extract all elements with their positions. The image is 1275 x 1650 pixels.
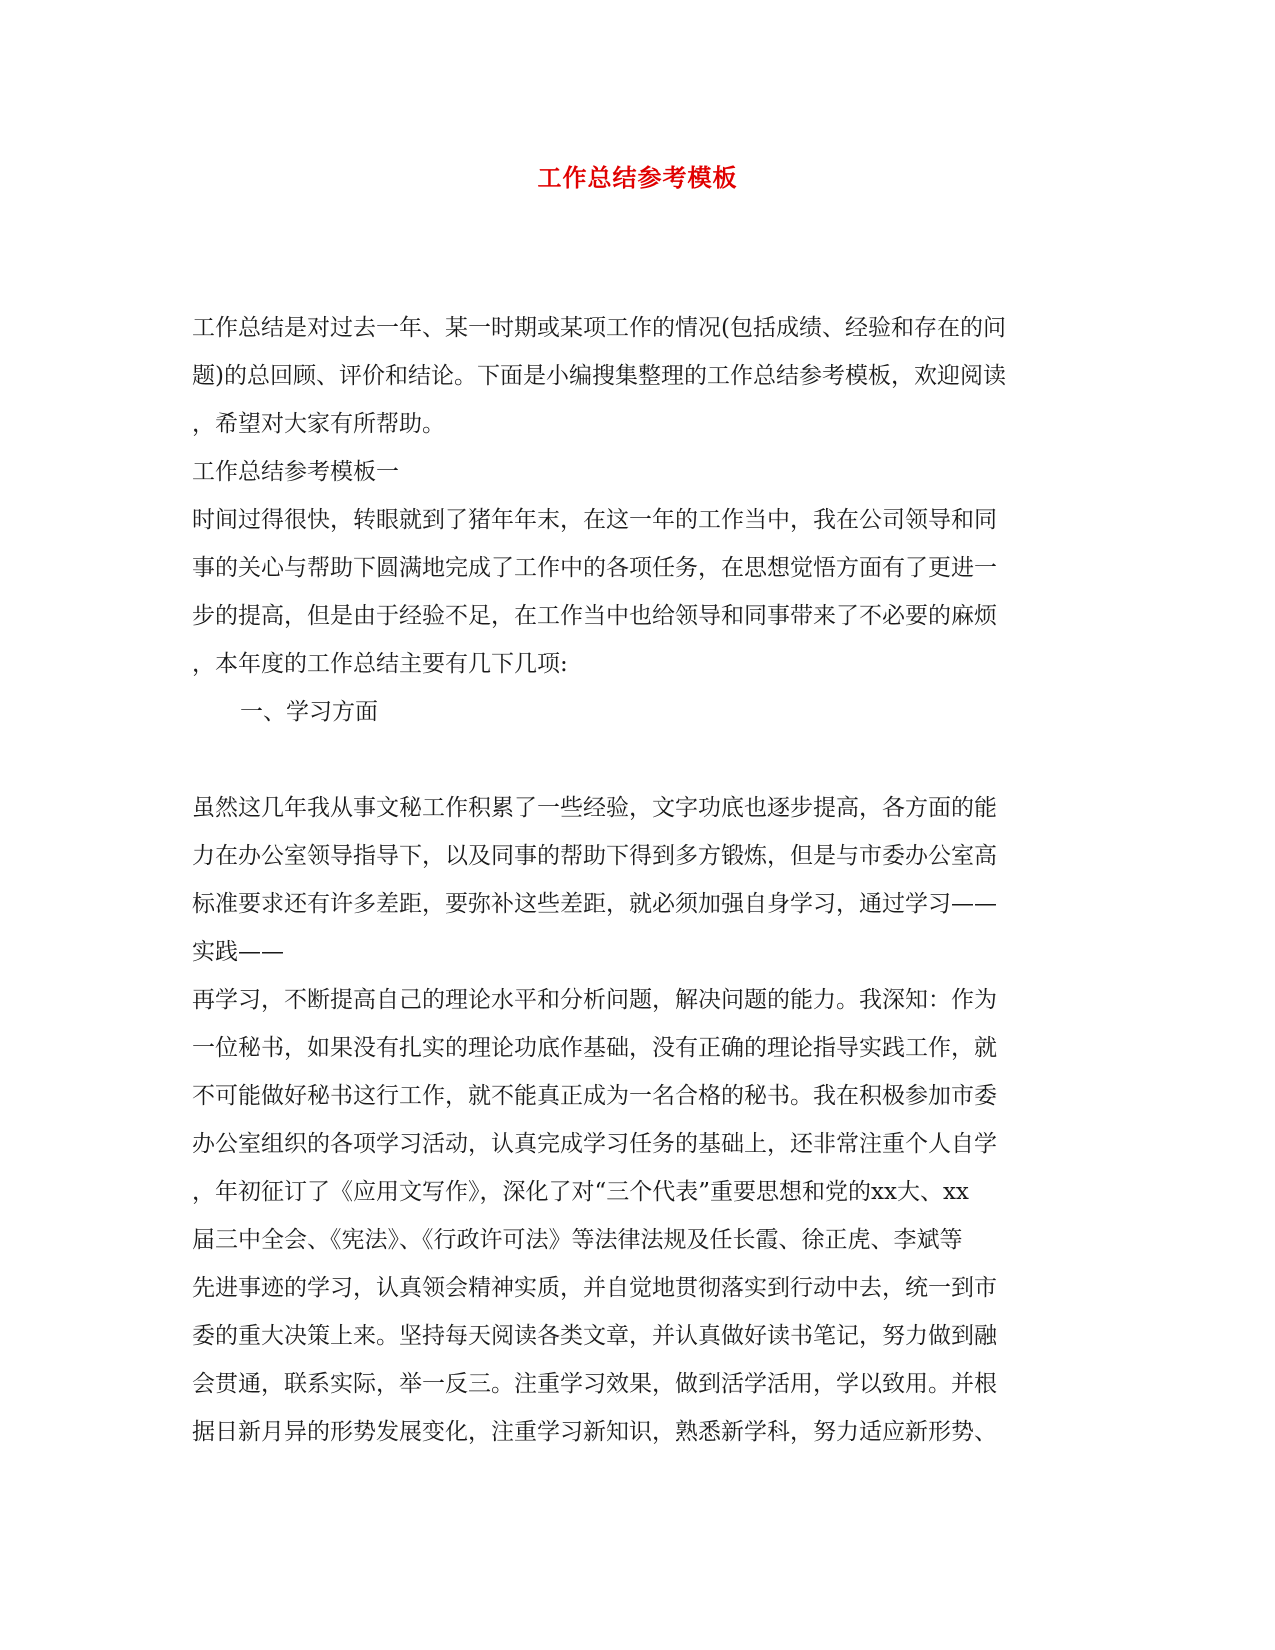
paragraph-line: 再学习，不断提高自己的理论水平和分析问题，解决问题的能力。我深知：作为 [192,987,997,1013]
paragraph-line: 办公室组织的各项学习活动，认真完成学习任务的基础上，还非常注重个人自学 [192,1131,997,1157]
document-title: 工作总结参考模板 [537,163,738,192]
paragraph-line: 时间过得很快，转眼就到了猪年年末，在这一年的工作当中，我在公司领导和同 [192,507,997,533]
paragraph-line: 工作总结是对过去一年、某一时期或某项工作的情况(包括成绩、经验和存在的问 [192,315,1006,341]
paragraph-line: 据日新月异的形势发展变化，注重学习新知识，熟悉新学科，努力适应新形势、 [192,1419,997,1445]
paragraph-line: ，希望对大家有所帮助。 [192,411,445,437]
paragraph-line: 不可能做好秘书这行工作，就不能真正成为一名合格的秘书。我在积极参加市委 [192,1083,997,1109]
paragraph-line: 委的重大决策上来。坚持每天阅读各类文章，并认真做好读书笔记，努力做到融 [192,1323,997,1349]
paragraph-line: 步的提高，但是由于经验不足，在工作当中也给领导和同事带来了不必要的麻烦 [192,603,997,629]
paragraph-line: 一位秘书，如果没有扎实的理论功底作基础，没有正确的理论指导实践工作，就 [192,1035,997,1061]
paragraph-line: 实践—— [192,939,284,965]
paragraph-line: 事的关心与帮助下圆满地完成了工作中的各项任务，在思想觉悟方面有了更进一 [192,555,997,581]
paragraph-line: 力在办公室领导指导下，以及同事的帮助下得到多方锻炼，但是与市委办公室高 [192,843,997,869]
paragraph-line: ，年初征订了《应用文写作》，深化了对“三个代表”重要思想和党的xx大、xx [192,1179,969,1205]
section-heading: 工作总结参考模板一 [192,459,399,485]
paragraph-line: ，本年度的工作总结主要有几下几项: [192,651,568,677]
paragraph-line: 标准要求还有许多差距，要弥补这些差距，就必须加强自身学习，通过学习—— [192,891,997,917]
subsection-heading: 一、学习方面 [240,699,378,725]
paragraph-line: 题)的总回顾、评价和结论。下面是小编搜集整理的工作总结参考模板，欢迎阅读 [192,363,1006,389]
paragraph-line: 虽然这几年我从事文秘工作积累了一些经验，文字功底也逐步提高，各方面的能 [192,795,997,821]
document-body [192,304,1072,1456]
paragraph-line: 届三中全会、《宪法》、《行政许可法》等法律法规及任长霞、徐正虎、李斌等 [192,1227,963,1253]
blank-line [192,736,1072,784]
paragraph-line: 会贯通，联系实际，举一反三。注重学习效果，做到活学活用，学以致用。并根 [192,1371,997,1397]
paragraph-line: 先进事迹的学习，认真领会精神实质，并自觉地贯彻落实到行动中去，统一到市 [192,1275,997,1301]
